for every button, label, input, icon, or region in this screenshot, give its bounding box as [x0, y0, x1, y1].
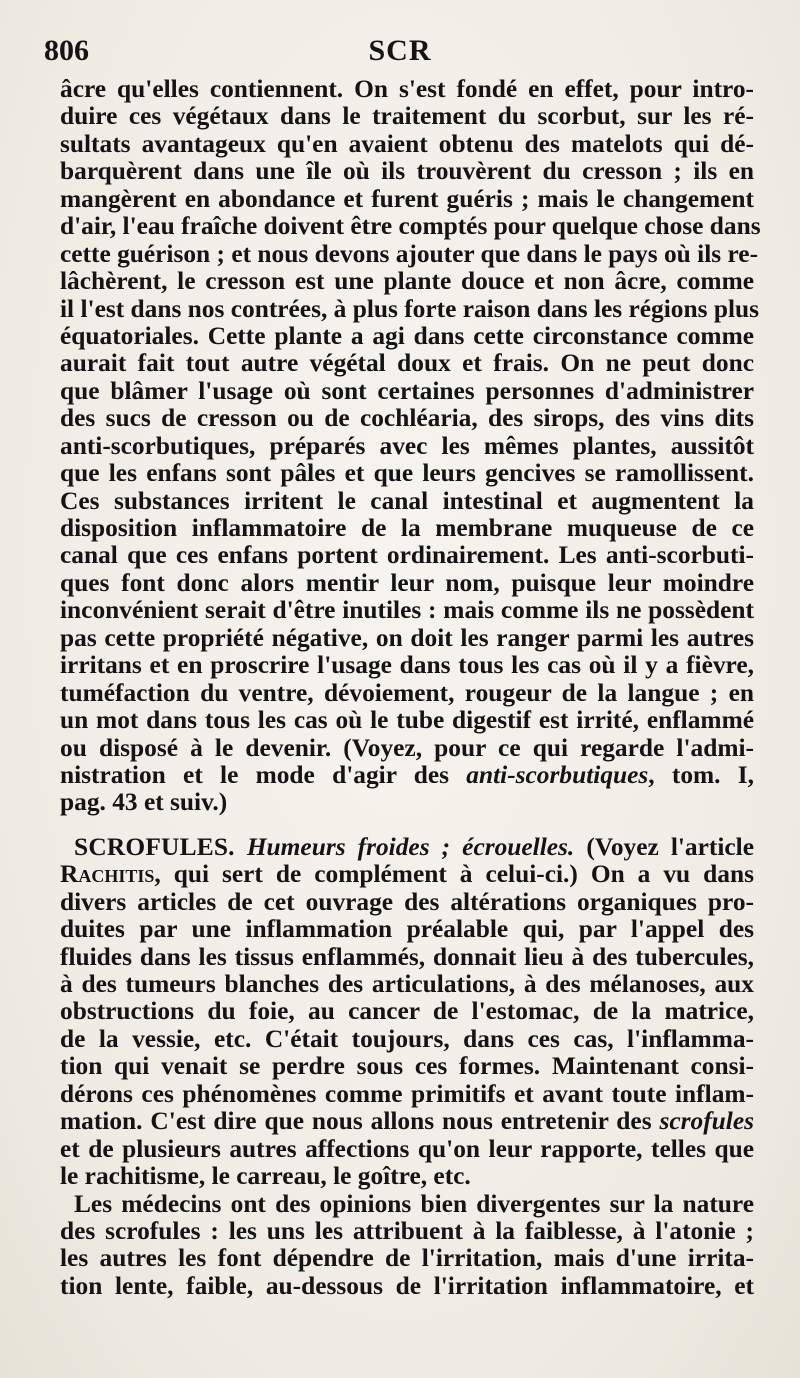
text-fragment: , qui sert de complément à celui-ci.) On a vu dans [154, 860, 754, 889]
text-line: tion qui venait se perdre sous ces formes. Maintenant consi- [60, 1052, 754, 1081]
text-fragment: Les médecins ont des opinions bien divergentes sur la nature [74, 1189, 754, 1218]
entry-scrofules [60, 834, 754, 1191]
page-number: 806 [44, 34, 89, 67]
text-line [60, 1191, 754, 1218]
text-line: dérons ces phénomènes comme primitifs et avant toute inflam- [60, 1079, 754, 1108]
page-header [44, 34, 756, 74]
italic-term: scrofules [659, 1107, 754, 1136]
text-line: duites par une inflammation préalable qui, par l'appel des [60, 915, 754, 944]
text-line: mangèrent en abondance et furent guéris ; mais le changement [60, 184, 754, 213]
running-head: SCR [368, 34, 432, 67]
text-line: à des tumeurs blanches des articulations, à des mélanoses, aux [60, 970, 754, 998]
text-fragment: nistration et le mode d'agir des [60, 760, 467, 789]
italic-term: anti-scorbutiques [466, 760, 649, 789]
text-line: fluides dans les tissus enflammés, donnait lieu à des tubercules, [60, 942, 754, 971]
text-line [60, 762, 754, 789]
entry-synonyms: Humeurs froides ; écrouelles. [246, 832, 575, 861]
text-line: âcre qu'elles contiennent. On s'est fondé en effet, pour intro- [60, 75, 754, 103]
text-line: que les enfans sont pâles et que leurs gencives se ramollissent. [60, 459, 754, 488]
text-line: les autres les font dépendre de l'irritation, mais d'une irrita- [60, 1244, 754, 1273]
text-line [60, 1108, 754, 1135]
text-line: équatoriales. Cette plante a agi dans cette circonstance comme [60, 321, 754, 350]
text-line: anti-scorbutiques, préparés avec les mêmes plantes, aussitôt [60, 431, 754, 460]
text-line: il l'est dans nos contrées, à plus forte raison dans les régions plus [60, 294, 760, 323]
text-line: de la vessie, etc. C'était toujours, dans ces cas, l'inflamma- [60, 1024, 754, 1053]
text-line: irritans et en proscrire l'usage dans tous les cas où il y a fièvre, [60, 651, 754, 680]
text-line: canal que ces enfans portent ordinairement. Les anti-scorbuti- [60, 541, 754, 570]
cross-reference: Rachitis [60, 860, 155, 889]
text-line: tion lente, faible, au-dessous de l'irritation inflammatoire, et [60, 1271, 754, 1300]
text-fragment: , tom. I, [648, 760, 754, 789]
text-fragment: mation. C'est dire que nous allons nous entretenir des [60, 1107, 660, 1136]
paragraph-scorbut-continuation [60, 75, 761, 817]
article-separator [60, 817, 754, 834]
text-line: pag. 43 et suiv.) [60, 788, 228, 817]
body-text [60, 75, 761, 1300]
text-line: d'air, l'eau fraîche doivent être comptés pour quelque chose dans [60, 212, 761, 241]
text-line: sultats avantageux qu'en avaient obtenu des matelots qui dé- [60, 129, 754, 158]
text-line: le rachitisme, le carreau, le goître, etc. [60, 1162, 471, 1191]
text-line: des scrofules : les uns les attribuent à la faiblesse, à l'atonie ; [60, 1216, 754, 1245]
paragraph-scrofules-nature [60, 1191, 754, 1301]
entry-heading-line [60, 834, 754, 861]
text-line: ques font donc alors mentir leur nom, puisque leur moindre [60, 568, 754, 597]
text-line: un mot dans tous les cas où le tube digestif est irrité, enflammé [60, 706, 754, 735]
text-line: tuméfaction du ventre, dévoiement, rougeur de la langue ; en [60, 678, 754, 707]
text-line: que blâmer l'usage où sont certaines personnes d'administrer [60, 376, 754, 405]
text-line: disposition inflammatoire de la membrane muqueuse de ce [60, 514, 754, 542]
text-line: pas cette propriété négative, on doit les ranger parmi les autres [60, 623, 754, 652]
text-line: des sucs de cresson ou de cochléaria, des sirops, des vins dits [60, 404, 754, 433]
text-line [60, 861, 754, 888]
text-line: lâchèrent, le cresson est une plante douce et non âcre, comme [60, 267, 754, 296]
text-line: divers articles de cet ouvrage des altérations organiques pro- [60, 887, 754, 916]
text-line: aurait fait tout autre végétal doux et frais. On ne peut donc [60, 349, 754, 378]
text-fragment: (Voyez l'article [574, 832, 754, 861]
text-line: obstructions du foie, au cancer de l'estomac, de la matrice, [60, 997, 754, 1026]
text-line: Ces substances irritent le canal intestinal et augmentent la [60, 486, 754, 515]
text-line: barquèrent dans une île où ils trouvèrent du cresson ; ils en [60, 157, 754, 186]
text-line: et de plusieurs autres affections qu'on leur rapporte, telles que [60, 1134, 754, 1163]
entry-term: SCROFULES. [74, 832, 235, 861]
text-line: duire ces végétaux dans le traitement du scorbut, sur les ré- [60, 102, 754, 131]
text-line: inconvénient serait d'être inutiles : mais comme ils ne possèdent [60, 596, 754, 625]
text-line: cette guérison ; et nous devons ajouter que dans le pays où ils re- [60, 239, 759, 268]
text-line: ou disposé à le devenir. (Voyez, pour ce qui regarde l'admi- [60, 733, 754, 762]
